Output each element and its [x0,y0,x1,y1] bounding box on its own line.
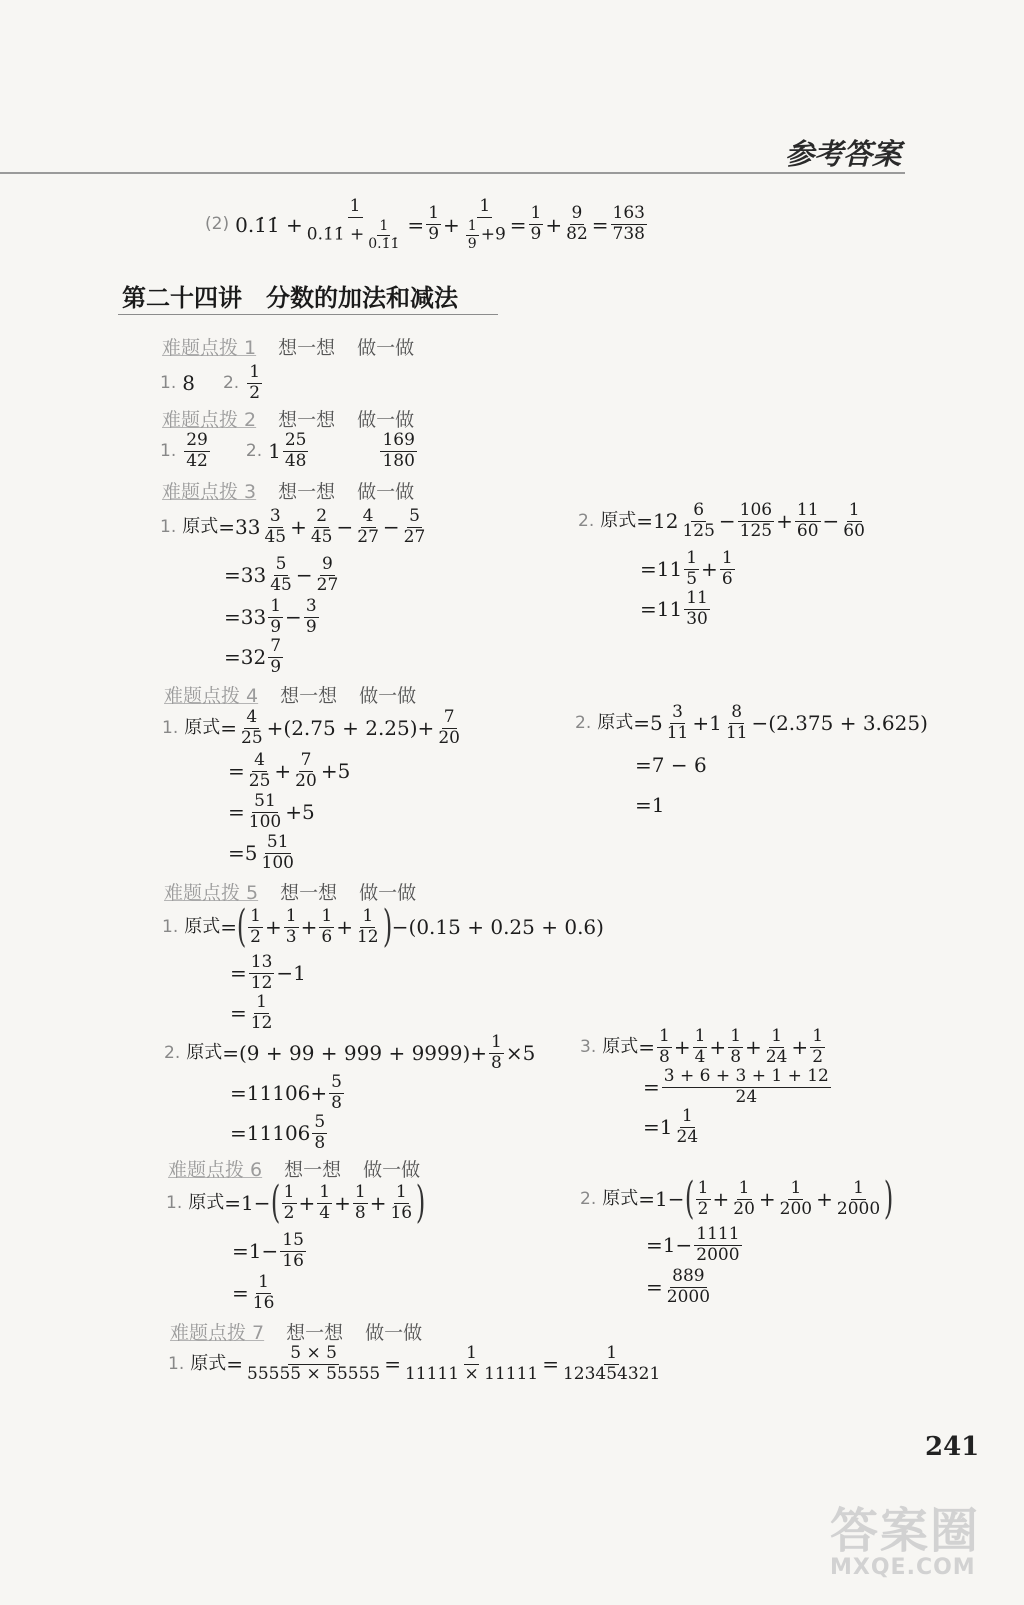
hint-6-q1-line2: = 1 − $\frac{15}{16}$ [232,1230,304,1271]
watermark-site: MXQE.COM [830,1555,976,1580]
hint-5-q1-line1: 1. 原式 = ( 1 2 + $\frac{1}{3}$ + $\frac{1}{6}$ + $\frac{1}{12}$ ) − (0.15 + 0.25 + 0.6) [162,901,604,952]
prev-item-2: (2) 0.1̇1̇ + 1 0.1̇1̇ + $\frac{1}{0.1̇1̇}$ = $\frac{1}{9}$ + 1 $\frac{1}{9}$ +9 = $\frac{1}{9}$ + $\frac{9}{82}$ = $\frac{163}{738}$ [205,196,645,252]
hint-5-header: 难题点拨 5 想一想 做一做 [164,882,417,904]
page-number: 241 [925,1432,980,1462]
hint-6-q2-line1: 2. 原式 = 1 − ( 1 2 + $\frac{1}{20}$ + $\frac{1}{200}$ + $\frac{1}{2000}$ ) [580,1173,894,1224]
hint-3-q1-line3: = 33 1 9 − $\frac{3}{9}$ [224,596,317,637]
hint-4-header: 难题点拨 4 想一想 做一做 [164,685,417,707]
hint-5-q3-line3: = 1 1 24 [643,1106,699,1147]
watermark [830,1492,980,1580]
hint-7-header: 难题点拨 7 想一想 做一做 [170,1322,423,1344]
hint-4-q2-line2: = 7 − 6 [635,753,707,777]
lesson-title: 第二十四讲 分数的加法和减法 [122,284,458,312]
hint-2-answers: 1. 29 42 2. 1 25 48 169 180 [160,430,415,471]
hint-3-q2-line1: 2. 原式 = 12 6 125 − $\frac{106}{125}$ + $\frac{11}{60}$ − $\frac{1}{60}$ [578,500,865,541]
hint-2-header: 难题点拨 2 想一想 做一做 [162,409,415,431]
header-title: 参考答案 [785,137,902,171]
hint-3-q1-line2: = 33 5 45 − $\frac{9}{27}$ [224,554,339,595]
hint-4-q1-line2: = $\frac{4}{25}$ + $\frac{7}{20}$ + 5 [228,750,351,791]
hint-4-q2-line1: 2. 原式 = 5 3 11 + 1 8 11 − (2.375 + 3.625) [575,702,928,743]
hint-4-q1-line4: = 5 51 100 [228,832,294,873]
hint-5-q2-line2: = 11106 + $\frac{5}{8}$ [230,1072,342,1113]
hint-5-q1-line3: = $\frac{1}{12}$ [230,992,273,1033]
hint-6-q2-line3: = $\frac{889}{2000}$ [646,1266,711,1307]
hint-5-q1-line2: = $\frac{13}{12}$ − 1 [230,952,306,993]
hint-1-header: 难题点拨 1 想一想 做一做 [162,337,415,359]
lesson-rule [118,314,498,315]
hint-4-q1-line1: 1. 原式 = $\frac{4}{25}$ + (2.75 + 2.25) + $\frac{7}{20}$ [162,707,460,748]
header-rule [0,172,905,174]
hint-3-q2-line2: = 11 1 5 + $\frac{1}{6}$ [640,548,733,589]
hint-6-header: 难题点拨 6 想一想 做一做 [168,1159,421,1181]
hint-3-header: 难题点拨 3 想一想 做一做 [162,481,415,503]
hint-1-answers: 1. 8 2. 1 2 [160,362,261,403]
hint-3-q1-line4: = 32 7 9 [224,636,282,677]
hint-6-q2-line2: = 1 − $\frac{1111}{2000}$ [646,1224,740,1265]
hint-3-q2-line3: = 11 11 30 [640,588,708,629]
hint-7-q1-line1: 1. 原式 = $\frac{5 \times 5}{55555 \times 55555}$ = $\frac{1}{11111 \times 11111}$ = $\frac{1}{123454321}$ [168,1343,661,1384]
hint-3-q1-line1: 1. 原式 = 33 3 45 + $\frac{2}{45}$ − $\frac{4}{27}$ − $\frac{5}{27}$ [160,506,426,547]
hint-5-q3-line2: = $\frac{3 + 6 + 3 + 1 + 12}{24}$ [643,1066,829,1107]
hint-5-q2-line3: = 11106 5 8 [230,1112,326,1153]
hint-5-q2-line1: 2. 原式 = (9 + 99 + 999 + 9999) + $\frac{1}{8}$ × 5 [164,1032,536,1073]
hint-6-q1-line3: = $\frac{1}{16}$ [232,1272,275,1313]
hint-4-q1-line3: = $\frac{51}{100}$ + 5 [228,791,315,832]
hint-5-q3-line1: 3. 原式 = $\frac{1}{8}$ + $\frac{1}{4}$ + $\frac{1}{8}$ + $\frac{1}{24}$ + $\frac{1}{2}$ [580,1026,824,1067]
watermark-logo: 答案圈 [830,1503,981,1559]
hint-6-q1-line1: 1. 原式 = 1 − ( 1 2 + $\frac{1}{4}$ + $\frac{1}{8}$ + $\frac{1}{16}$ ) [166,1177,426,1228]
hint-4-q2-line3: = 1 [635,793,665,817]
